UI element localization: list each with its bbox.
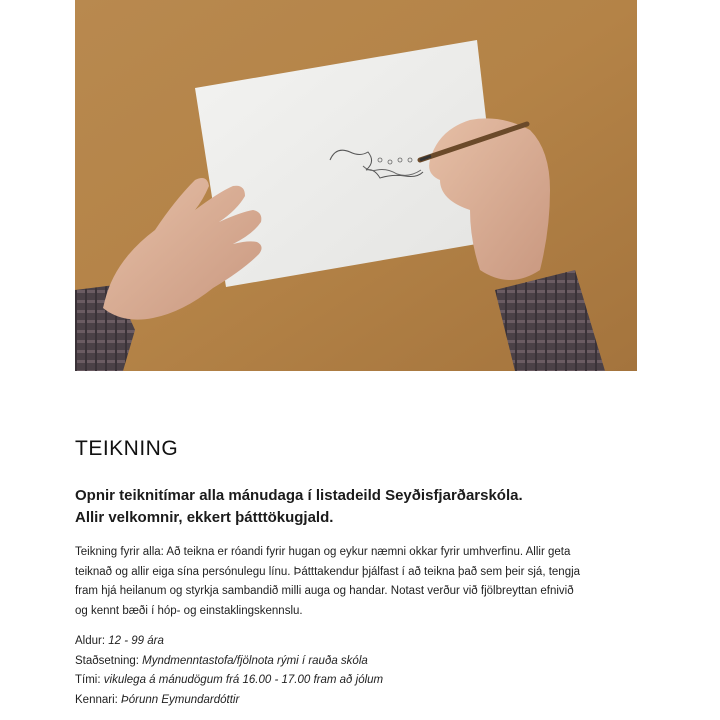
subtitle-line-2: Allir velkomnir, ekkert þátttökugjald.: [75, 509, 334, 526]
info-age: [75, 632, 383, 652]
subtitle-line-1: Opnir teiknitímar alla mánudaga í listadeild Seyðisfjarðarskóla.: [75, 487, 523, 504]
info-location-label: Staðsetning:: [75, 654, 139, 667]
info-time: [75, 671, 383, 691]
description-paragraph: [75, 543, 640, 621]
description-line: teiknað og allir eiga sína persónulegu línu. Þátttakendur þjálfast í að teikna það sem þeir sjá, tengja: [75, 565, 581, 578]
info-age-value: 12 - 99 ára: [108, 635, 164, 647]
info-teacher-label: Kennari:: [75, 693, 118, 706]
description-line: fram hjá heilanum og styrkja sambandið milli auga og handar. Notast verður við fjölbreyttan efnivið: [75, 585, 574, 597]
description-line: og kennt bæði í hóp- og einstaklingskennslu.: [75, 604, 303, 617]
drawing-photo: [75, 0, 637, 371]
page-title: TEIKNING: [75, 437, 179, 460]
info-teacher-value: Þórunn Eymundardóttir: [121, 693, 240, 706]
info-location: [75, 652, 383, 672]
description-line: Teikning fyrir alla: Að teikna er róandi fyrir hugan og eykur næmni okkar fyrir umhverfinu. Allir geta: [75, 546, 571, 558]
info-block: [75, 632, 383, 710]
info-teacher: [75, 691, 383, 711]
info-location-value: Myndmenntastofa/fjölnota rými í rauða skóla: [142, 654, 368, 667]
info-time-label: Tími:: [75, 674, 101, 686]
subtitle: [75, 485, 675, 529]
info-time-value: vikulega á mánudögum frá 16.00 - 17.00 fram að jólum: [103, 674, 384, 686]
info-age-label: Aldur:: [75, 635, 106, 647]
